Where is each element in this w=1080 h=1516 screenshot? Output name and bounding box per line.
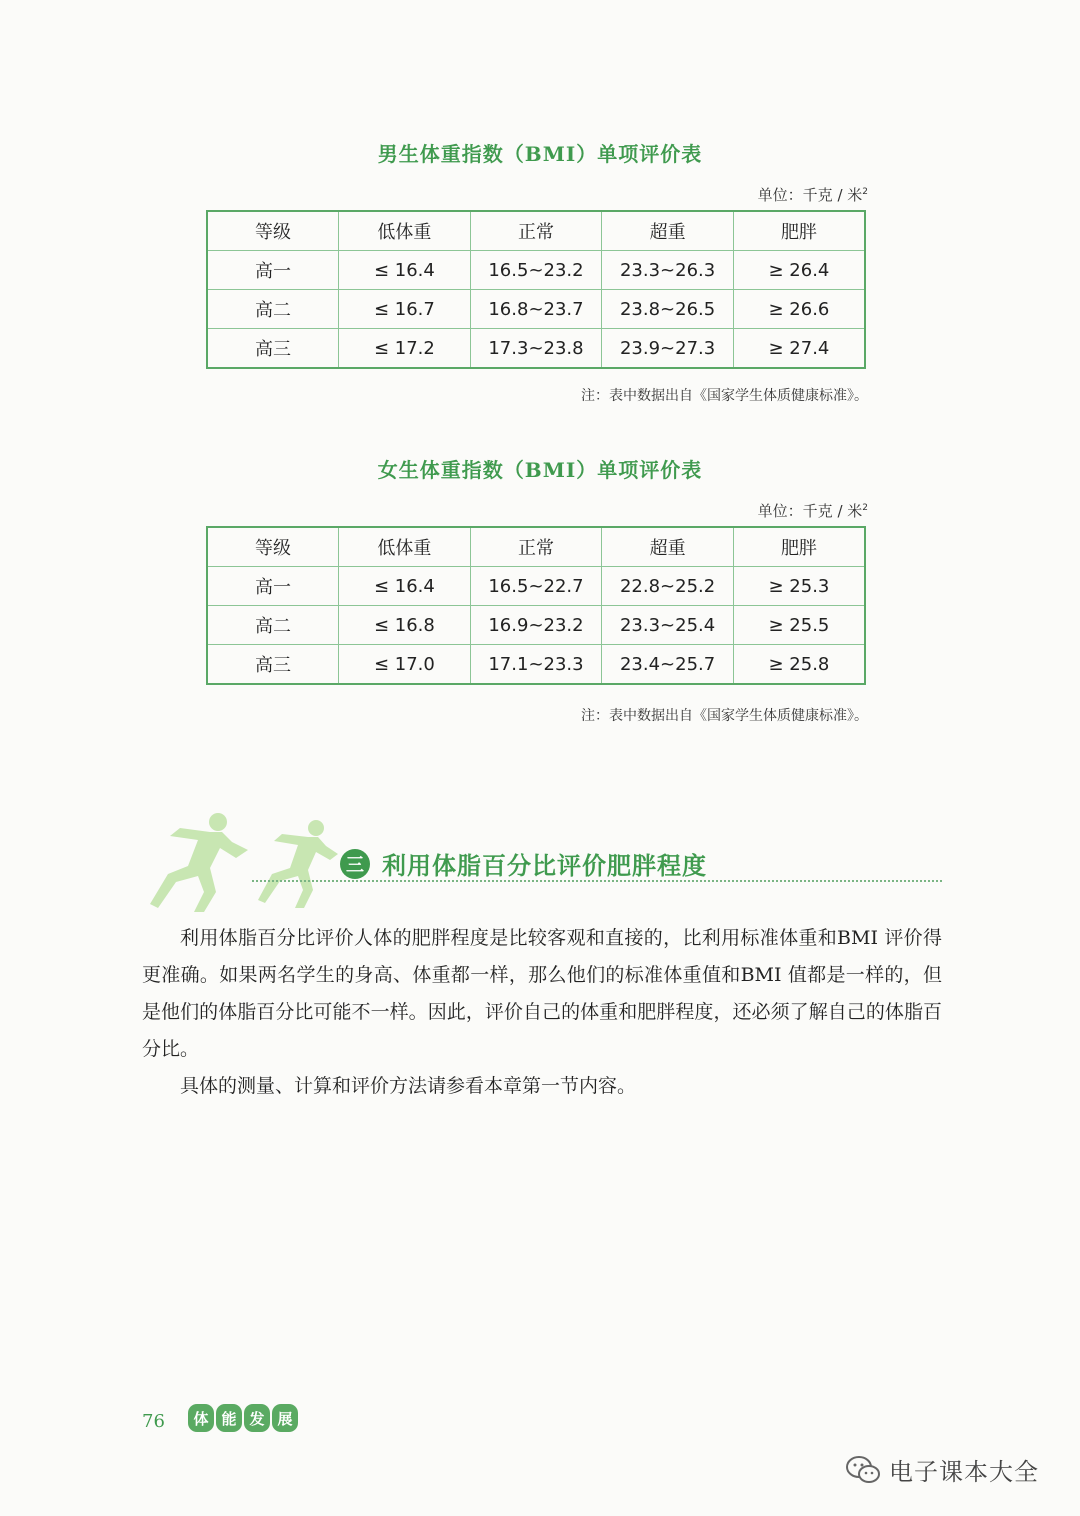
table-cell: 23.3~26.3 (602, 251, 734, 290)
header-cell: 等级 (207, 211, 339, 251)
header-cell: 肥胖 (733, 211, 865, 251)
book-logo-char: 展 (272, 1404, 298, 1432)
table-cell: 23.4~25.7 (602, 645, 734, 685)
table-cell: ≥ 26.6 (733, 290, 865, 329)
table-cell: 23.3~25.4 (602, 606, 734, 645)
paragraph: 具体的测量、计算和评价方法请参看本章第一节内容。 (180, 1075, 637, 1097)
header-cell: 正常 (470, 527, 602, 567)
table-row (207, 606, 865, 645)
paragraph: 利用体脂百分比评价人体的肥胖程度是比较客观和直接的，比利用标准体重和BMI 评价得更准确。如果两名学生的身高、体重都一样，那么他们的标准体重值和BMI 值都是一样的，但是他们的体脂百分比可能不一样。因此，评价自己的体重和肥胖程度，还必须了解自己的体脂百分比。 (142, 927, 942, 1060)
table-row (207, 329, 865, 369)
table-cell: 高一 (207, 251, 339, 290)
table-cell: 17.3~23.8 (470, 329, 602, 369)
table-cell: 16.8~23.7 (470, 290, 602, 329)
boys-table-note: 注：表中数据出自《国家学生体质健康标准》。 (581, 388, 868, 404)
table-cell: 高一 (207, 567, 339, 606)
girls-table-note: 注：表中数据出自《国家学生体质健康标准》。 (581, 708, 868, 724)
table-row (207, 251, 865, 290)
table-cell: ≤ 16.8 (339, 606, 471, 645)
table-row (207, 567, 865, 606)
header-cell: 超重 (602, 211, 734, 251)
table-cell: 17.1~23.3 (470, 645, 602, 685)
table-cell: ≤ 16.4 (339, 251, 471, 290)
body-text (142, 920, 942, 1105)
table-cell: ≤ 16.7 (339, 290, 471, 329)
table-header-row (207, 211, 865, 251)
section-title: 利用体脂百分比评价肥胖程度 (382, 852, 707, 880)
runner-figure-icon (140, 808, 340, 914)
table-cell: ≤ 16.4 (339, 567, 471, 606)
header-cell: 低体重 (339, 211, 471, 251)
boys-bmi-table (206, 210, 866, 369)
header-cell: 正常 (470, 211, 602, 251)
section-heading (340, 846, 707, 881)
table-cell: 16.9~23.2 (470, 606, 602, 645)
table-cell: ≥ 25.8 (733, 645, 865, 685)
girls-bmi-table (206, 526, 866, 685)
header-cell: 等级 (207, 527, 339, 567)
girls-table-unit: 单位：千克 / 米$^2$ (757, 502, 868, 520)
header-cell: 低体重 (339, 527, 471, 567)
section-number-badge: 三 (340, 849, 370, 879)
girls-table-title: 女生体重指数（BMI）单项评价表 (377, 458, 703, 482)
watermark-text: 电子课本大全 (889, 1458, 1039, 1486)
book-logo-char: 能 (216, 1404, 242, 1432)
table-cell: 23.8~26.5 (602, 290, 734, 329)
table-cell: 高三 (207, 329, 339, 369)
table-cell: ≥ 27.4 (733, 329, 865, 369)
table-cell: 23.9~27.3 (602, 329, 734, 369)
table-row (207, 645, 865, 685)
header-cell: 超重 (602, 527, 734, 567)
book-logo (188, 1404, 298, 1432)
table-cell: ≤ 17.0 (339, 645, 471, 685)
table-cell: ≥ 25.5 (733, 606, 865, 645)
table-cell: 高三 (207, 645, 339, 685)
table-cell: 16.5~23.2 (470, 251, 602, 290)
table-header-row (207, 527, 865, 567)
header-cell: 肥胖 (733, 527, 865, 567)
table-cell: 16.5~22.7 (470, 567, 602, 606)
boys-table-unit: 单位：千克 / 米$^2$ (757, 186, 868, 204)
table-cell: 高二 (207, 606, 339, 645)
table-cell: ≤ 17.2 (339, 329, 471, 369)
book-logo-char: 发 (244, 1404, 270, 1432)
page-number: 76 (142, 1411, 165, 1432)
table-cell: 高二 (207, 290, 339, 329)
table-cell: 22.8~25.2 (602, 567, 734, 606)
table-cell: ≥ 26.4 (733, 251, 865, 290)
wechat-icon (845, 1455, 881, 1485)
table-row (207, 290, 865, 329)
watermark (845, 1452, 1039, 1487)
table-cell: ≥ 25.3 (733, 567, 865, 606)
section-divider (252, 880, 942, 882)
boys-table-title: 男生体重指数（BMI）单项评价表 (377, 142, 703, 166)
book-logo-char: 体 (188, 1404, 214, 1432)
